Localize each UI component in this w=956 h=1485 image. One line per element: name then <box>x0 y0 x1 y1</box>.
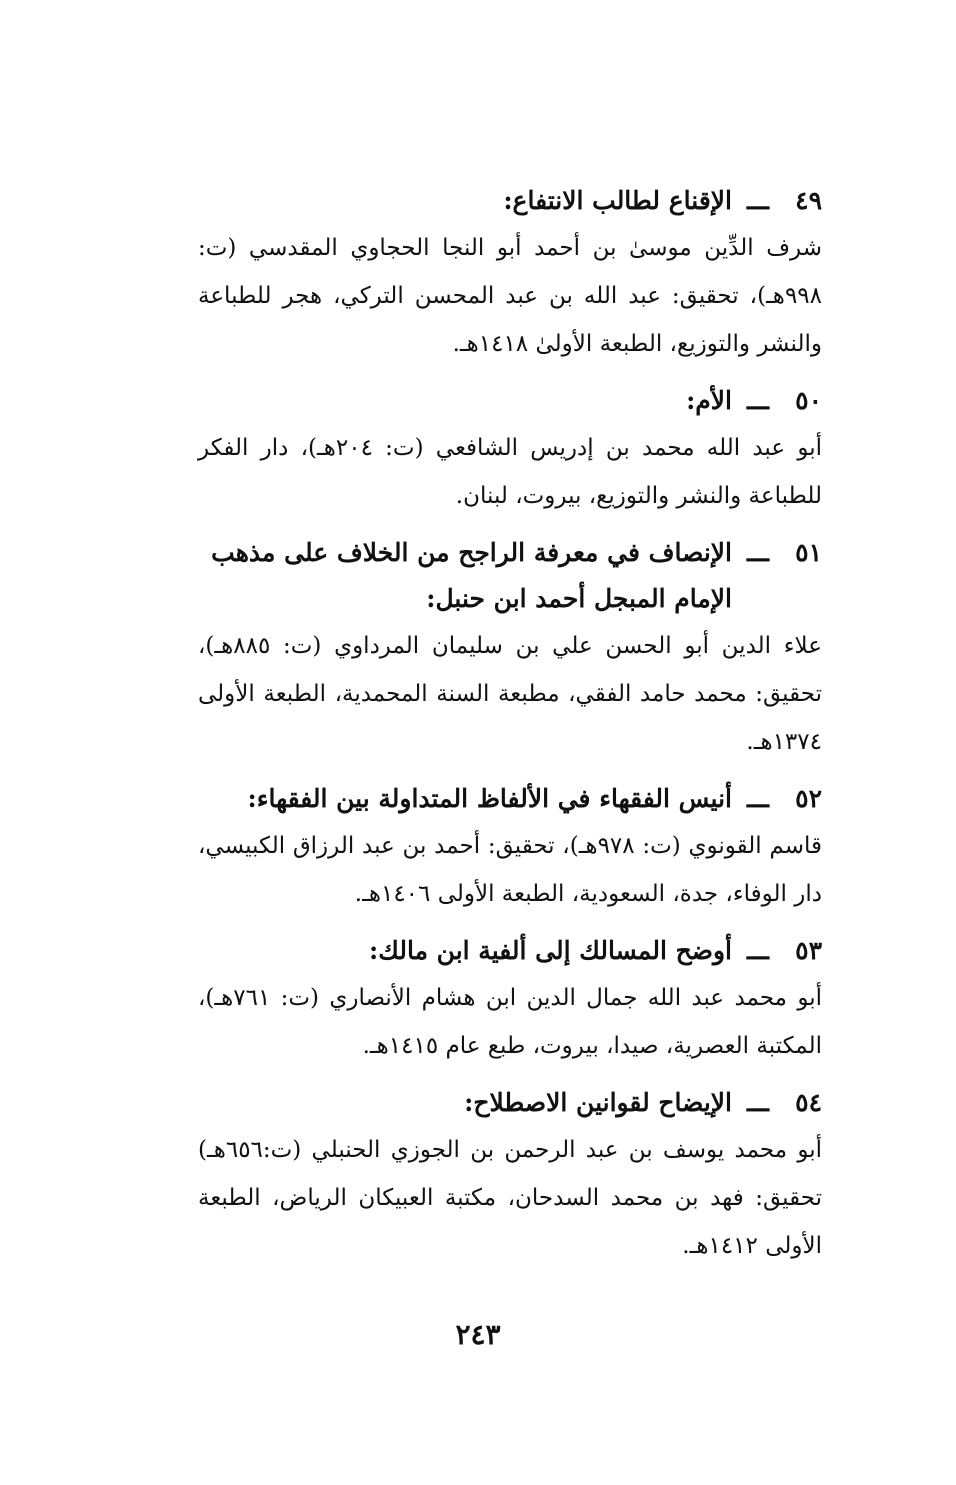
bibliography-entry-49 <box>198 178 822 368</box>
entry-title-row <box>198 178 822 224</box>
entry-number: ٥٤ <box>795 1088 822 1117</box>
entry-title-row <box>198 530 822 622</box>
entry-title: الإقناع لطالب الانتفاع: <box>503 186 732 215</box>
entry-body: أبو محمد يوسف بن عبد الرحمن بن الجوزي الحنبلي (ت:٦٥٦هـ) تحقيق: فهد بن محمد السدحان، مكتبة العبيكان الرياض، الطبعة الأولى ١٤١٢هـ. <box>198 1137 822 1259</box>
bibliography-entry-52 <box>198 776 822 918</box>
bibliography-entry-54 <box>198 1080 822 1270</box>
bibliography-entry-51 <box>198 530 822 766</box>
entry-number: ٥١ <box>795 538 822 567</box>
entry-body: علاء الدين أبو الحسن علي بن سليمان المرداوي (ت: ٨٨٥هـ)، تحقيق: محمد حامد الفقي، مطبعة السنة المحمدية، الطبعة الأولى ١٣٧٤هـ. <box>198 633 822 755</box>
entry-number: ٥٢ <box>795 784 822 813</box>
bibliography-entry-50 <box>198 378 822 520</box>
entry-title-row <box>198 928 822 974</box>
bibliography-page <box>198 178 822 1280</box>
entry-title-row <box>198 378 822 424</box>
entry-number: ٤٩ <box>795 186 822 215</box>
entry-body: أبو عبد الله محمد بن إدريس الشافعي (ت: ٢٠٤هـ)، دار الفكر للطباعة والنشر والتوزيع، بيروت، لبنان. <box>198 435 822 509</box>
entry-body: شرف الدِّين موسىٰ بن أحمد أبو النجا الحجاوي المقدسي (ت: ٩٩٨هـ)، تحقيق: عبد الله بن عبد المحسن التركي، هجر للطباعة والنشر والتوزيع، الطبعة الأولىٰ ١٤١٨هـ. <box>198 235 822 357</box>
entry-dash: ـــ <box>747 784 769 813</box>
entry-title: الإيضاح لقوانين الاصطلاح: <box>464 1088 732 1117</box>
entry-dash: ـــ <box>747 538 769 567</box>
entry-dash: ـــ <box>747 386 769 415</box>
entry-title-row <box>198 776 822 822</box>
entry-number: ٥٠ <box>795 386 822 415</box>
entry-title: أنيس الفقهاء في الألفاظ المتداولة بين الفقهاء: <box>247 784 732 813</box>
entry-body: أبو محمد عبد الله جمال الدين ابن هشام الأنصاري (ت: ٧٦١هـ)، المكتبة العصرية، صيدا، بيروت، طبع عام ١٤١٥هـ. <box>198 985 822 1059</box>
page-number: ٢٤٣ <box>455 1318 501 1351</box>
entry-title: الأم: <box>686 386 732 415</box>
entry-title: أوضح المسالك إلى ألفية ابن مالك: <box>369 936 732 965</box>
bibliography-entry-53 <box>198 928 822 1070</box>
entry-title-row <box>198 1080 822 1126</box>
entry-number: ٥٣ <box>795 936 822 965</box>
entry-dash: ـــ <box>747 186 769 215</box>
entry-dash: ـــ <box>747 936 769 965</box>
entry-body: قاسم القونوي (ت: ٩٧٨هـ)، تحقيق: أحمد بن عبد الرزاق الكبيسي، دار الوفاء، جدة، السعودية، الطبعة الأولى ١٤٠٦هـ. <box>198 833 823 907</box>
entry-dash: ـــ <box>747 1088 769 1117</box>
entry-title: الإنصاف في معرفة الراجح من الخلاف على مذهب الإمام المبجل أحمد ابن حنبل: <box>211 538 732 613</box>
